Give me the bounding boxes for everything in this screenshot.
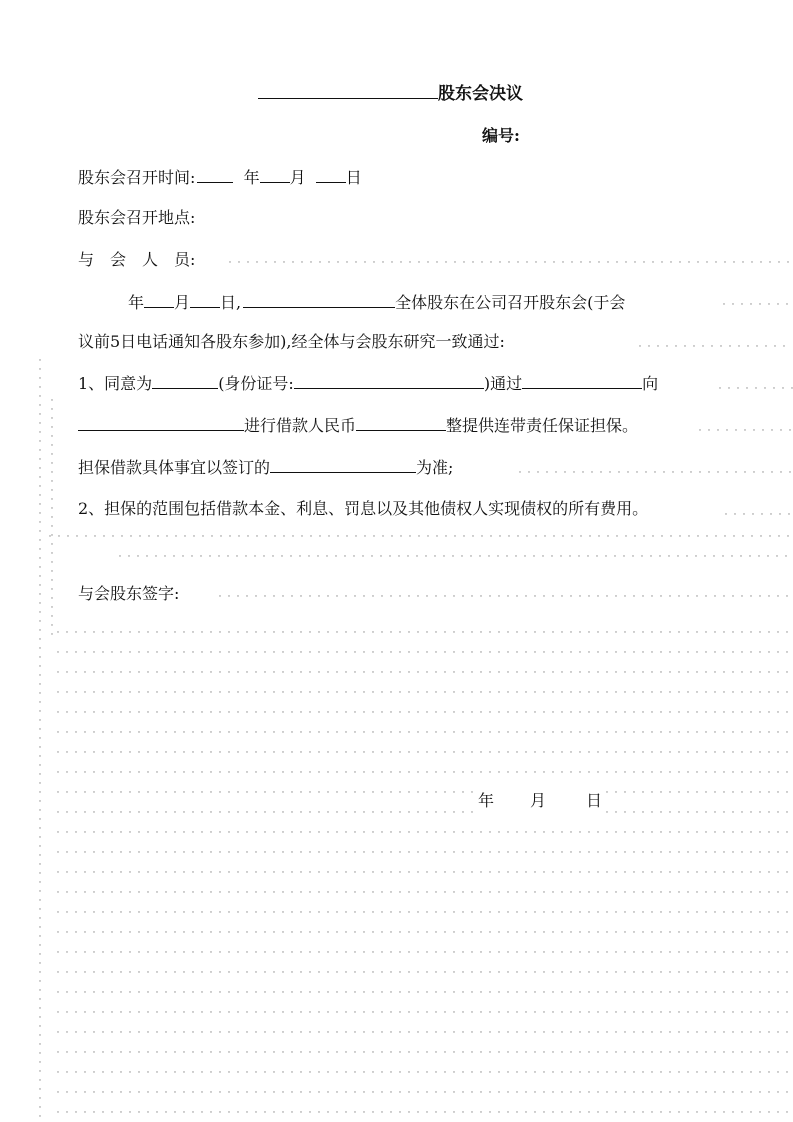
item1-part-g: 担保借款具体事宜以签订的	[78, 458, 271, 477]
para1-date-blank[interactable]	[243, 291, 395, 308]
para1-rest-text: 全体股东在公司召开股东会(于会	[395, 293, 626, 312]
document-title	[258, 82, 523, 106]
meeting-time-line	[78, 166, 362, 190]
paragraph-1-line-1	[128, 291, 625, 315]
date-line	[478, 789, 602, 813]
item1-part-f: 整提供连带责任保证担保。	[446, 416, 639, 435]
meeting-month-label: 月	[289, 168, 306, 187]
meeting-month-blank[interactable]	[260, 166, 290, 183]
item-1-line-2	[78, 414, 638, 438]
loan-amount-blank[interactable]	[356, 414, 446, 431]
item-1-line-3	[78, 456, 453, 480]
channel-blank[interactable]	[522, 372, 642, 389]
item1-part-e: 进行借款人民币	[244, 416, 357, 435]
item1-part-d: 向	[642, 374, 659, 393]
item1-part-h: 为准;	[416, 458, 454, 477]
document-number-label: 编号:	[482, 124, 520, 148]
para1-day-label: 日,	[220, 293, 242, 312]
item-1-line-1	[78, 372, 658, 396]
item1-part-b: (身份证号:	[218, 374, 294, 393]
meeting-year-label: 年	[243, 168, 260, 187]
signature-label: 与会股东签字:	[78, 584, 180, 603]
attendees-label: 与 会 人 员:	[78, 250, 196, 269]
title-text: 股东会决议	[438, 84, 523, 104]
para1-day-blank[interactable]	[190, 291, 220, 308]
para1-year-label: 年	[128, 293, 145, 312]
contract-name-blank[interactable]	[270, 456, 416, 473]
id-number-blank[interactable]	[294, 372, 484, 389]
item1-part-a: 1、同意为	[78, 374, 153, 393]
item2-text: 2、担保的范围包括借款本金、利息、罚息以及其他债权人实现债权的所有费用。	[78, 499, 649, 518]
meeting-year-blank[interactable]	[197, 166, 233, 183]
meeting-time-label: 股东会召开时间:	[78, 168, 196, 187]
para1-month-label: 月	[174, 293, 191, 312]
signature-line	[78, 582, 179, 606]
para1-month-blank[interactable]	[144, 291, 174, 308]
lender-blank[interactable]	[78, 414, 244, 431]
date-year-label: 年	[478, 791, 495, 810]
para1-line2-text: 议前5日电话通知各股东参加),经全体与会股东研究一致通过:	[78, 332, 505, 351]
guaranteed-party-blank[interactable]	[152, 372, 218, 389]
paragraph-1-line-2	[78, 330, 505, 354]
date-day-label: 日	[586, 791, 603, 810]
item-2-line	[78, 497, 648, 521]
item1-part-c: )通过	[483, 374, 523, 393]
meeting-place-line	[78, 206, 195, 230]
meeting-day-label: 日	[345, 168, 362, 187]
meeting-day-blank[interactable]	[316, 166, 346, 183]
meeting-place-label: 股东会召开地点:	[78, 208, 196, 227]
company-name-blank[interactable]	[258, 82, 438, 99]
date-month-label: 月	[530, 791, 547, 810]
attendees-line	[78, 248, 195, 272]
